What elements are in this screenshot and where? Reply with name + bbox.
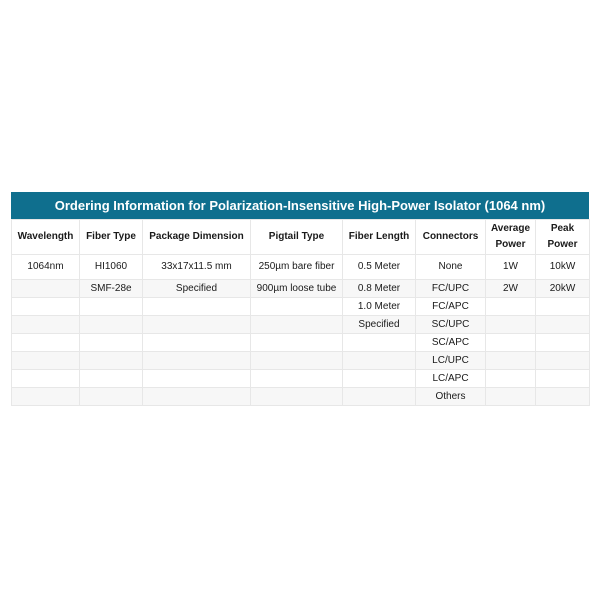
cell-fiber-length	[343, 334, 416, 352]
cell-wavelength	[12, 280, 80, 298]
cell-fiber-type	[80, 334, 143, 352]
cell-connectors: FC/UPC	[416, 280, 486, 298]
cell-fiber-type	[80, 352, 143, 370]
cell-pigtail-type	[251, 298, 343, 316]
cell-average-power: 1W	[486, 255, 536, 280]
cell-peak-power	[536, 334, 590, 352]
cell-package-dimension	[143, 316, 251, 334]
cell-pigtail-type	[251, 370, 343, 388]
header-row	[12, 220, 590, 255]
cell-package-dimension	[143, 352, 251, 370]
header-fiber-type: Fiber Type	[80, 220, 143, 255]
cell-wavelength	[12, 352, 80, 370]
cell-peak-power	[536, 352, 590, 370]
cell-peak-power: 10kW	[536, 255, 590, 280]
cell-connectors: LC/APC	[416, 370, 486, 388]
cell-wavelength	[12, 298, 80, 316]
cell-average-power	[486, 316, 536, 334]
cell-wavelength	[12, 388, 80, 406]
cell-peak-power: 20kW	[536, 280, 590, 298]
cell-package-dimension: 33x17x11.5 mm	[143, 255, 251, 280]
cell-fiber-length	[343, 370, 416, 388]
cell-average-power	[486, 334, 536, 352]
table-row	[12, 280, 590, 298]
header-fiber-length: Fiber Length	[343, 220, 416, 255]
header-package-dimension: Package Dimension	[143, 220, 251, 255]
header-pigtail-type: Pigtail Type	[251, 220, 343, 255]
header-peak-power: Peak Power	[536, 220, 590, 255]
cell-fiber-length: 1.0 Meter	[343, 298, 416, 316]
cell-fiber-length	[343, 352, 416, 370]
cell-connectors: SC/APC	[416, 334, 486, 352]
cell-fiber-length: 0.8 Meter	[343, 280, 416, 298]
ordering-info-table	[11, 219, 590, 406]
cell-package-dimension	[143, 334, 251, 352]
cell-connectors: Others	[416, 388, 486, 406]
cell-peak-power	[536, 298, 590, 316]
cell-fiber-type	[80, 298, 143, 316]
cell-average-power	[486, 298, 536, 316]
cell-fiber-length	[343, 388, 416, 406]
cell-fiber-length: 0.5 Meter	[343, 255, 416, 280]
table-row	[12, 316, 590, 334]
cell-average-power	[486, 352, 536, 370]
cell-pigtail-type	[251, 388, 343, 406]
cell-pigtail-type: 900µm loose tube	[251, 280, 343, 298]
header-wavelength: Wavelength	[12, 220, 80, 255]
cell-connectors: None	[416, 255, 486, 280]
cell-package-dimension	[143, 388, 251, 406]
cell-pigtail-type	[251, 352, 343, 370]
table-title: Ordering Information for Polarization-Insensitive High-Power Isolator (1064 nm)	[11, 192, 589, 219]
cell-average-power	[486, 388, 536, 406]
cell-fiber-type: SMF-28e	[80, 280, 143, 298]
cell-wavelength: 1064nm	[12, 255, 80, 280]
header-connectors: Connectors	[416, 220, 486, 255]
cell-average-power: 2W	[486, 280, 536, 298]
ordering-info-table-container	[11, 192, 589, 406]
cell-fiber-type	[80, 316, 143, 334]
cell-wavelength	[12, 370, 80, 388]
table-row	[12, 352, 590, 370]
cell-wavelength	[12, 334, 80, 352]
cell-pigtail-type	[251, 316, 343, 334]
cell-average-power	[486, 370, 536, 388]
table-row	[12, 255, 590, 280]
cell-peak-power	[536, 388, 590, 406]
cell-fiber-length: Specified	[343, 316, 416, 334]
cell-package-dimension: Specified	[143, 280, 251, 298]
table-row	[12, 298, 590, 316]
cell-package-dimension	[143, 298, 251, 316]
cell-peak-power	[536, 316, 590, 334]
cell-package-dimension	[143, 370, 251, 388]
cell-fiber-type	[80, 388, 143, 406]
cell-connectors: FC/APC	[416, 298, 486, 316]
cell-fiber-type	[80, 370, 143, 388]
cell-fiber-type: HI1060	[80, 255, 143, 280]
cell-pigtail-type: 250µm bare fiber	[251, 255, 343, 280]
table-row	[12, 388, 590, 406]
cell-wavelength	[12, 316, 80, 334]
header-average-power: Average Power	[486, 220, 536, 255]
cell-pigtail-type	[251, 334, 343, 352]
cell-connectors: LC/UPC	[416, 352, 486, 370]
cell-peak-power	[536, 370, 590, 388]
table-row	[12, 334, 590, 352]
table-row	[12, 370, 590, 388]
cell-connectors: SC/UPC	[416, 316, 486, 334]
